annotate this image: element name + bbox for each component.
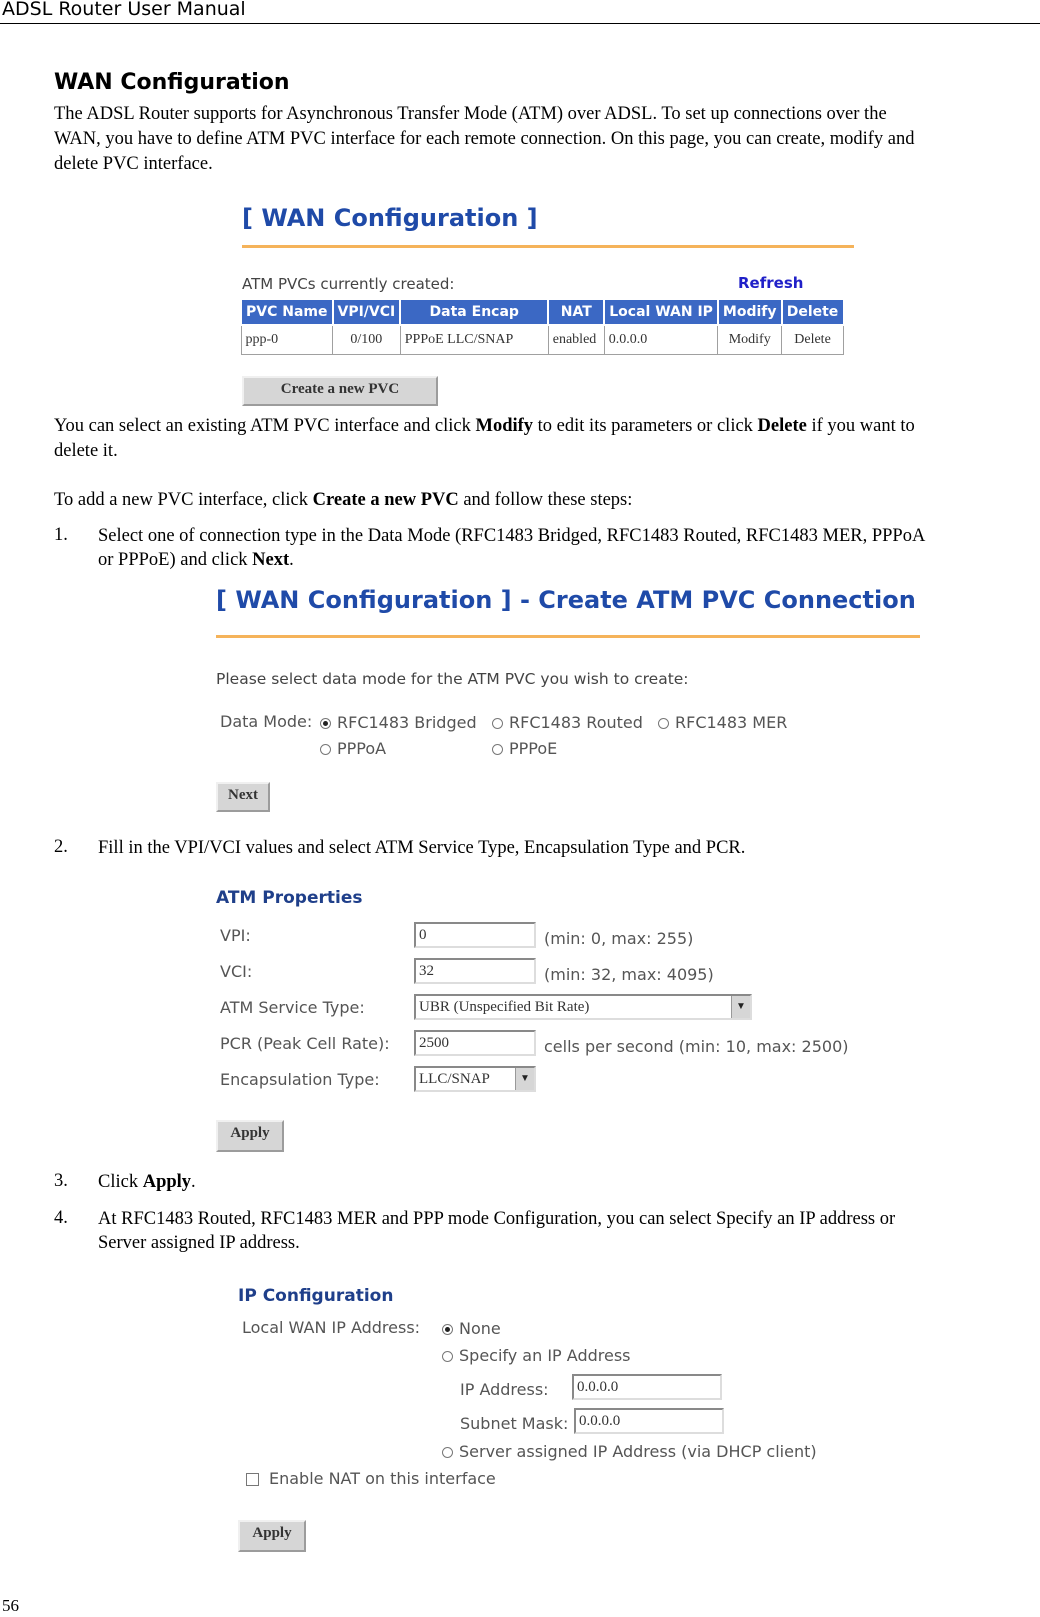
radio-icon[interactable] — [658, 718, 669, 729]
add-pvc-paragraph — [54, 488, 632, 513]
radio-icon[interactable] — [442, 1447, 453, 1458]
step-3-number: 3. — [54, 1171, 68, 1191]
title-underline — [216, 635, 920, 638]
next-button[interactable]: Next — [216, 782, 270, 812]
apply-button[interactable]: Apply — [216, 1120, 284, 1152]
step-4-text — [98, 1207, 1038, 1255]
header-divider — [0, 23, 1040, 24]
table-row — [241, 325, 844, 355]
checkbox-icon[interactable] — [246, 1473, 259, 1486]
vpi-input[interactable]: 0 — [414, 922, 536, 948]
radio-selected-icon[interactable] — [320, 718, 331, 729]
text-fragment: to edit its parameters or click — [533, 416, 758, 436]
atm-service-type-select[interactable] — [414, 994, 752, 1020]
radio-icon[interactable] — [442, 1351, 453, 1362]
option-rfc1483-bridged[interactable] — [320, 713, 477, 732]
pvc-table — [240, 298, 845, 355]
radio-icon[interactable] — [320, 744, 331, 755]
col-pvc-name: PVC Name — [241, 299, 333, 325]
ip-configuration-title: IP Configuration — [238, 1286, 394, 1306]
title-underline — [242, 245, 854, 248]
bold-create-pvc: Create a new PVC — [312, 490, 459, 510]
step-2-number: 2. — [54, 837, 68, 857]
step-1-text — [98, 524, 1038, 572]
radio-selected-icon[interactable] — [442, 1324, 453, 1335]
atm-properties-title: ATM Properties — [216, 888, 363, 908]
text-fragment: if you want to — [806, 416, 915, 436]
vci-label: VCI: — [220, 962, 253, 981]
col-delete: Delete — [782, 299, 844, 325]
checkbox-label: Enable NAT on this interface — [269, 1469, 496, 1488]
col-nat: NAT — [548, 299, 604, 325]
pvc-table-header — [241, 299, 844, 325]
page-number: 56 — [2, 1596, 19, 1615]
text-fragment: . — [191, 1172, 196, 1192]
step-1-number: 1. — [54, 525, 68, 545]
enable-nat-checkbox[interactable] — [246, 1469, 496, 1488]
local-wan-ip-label: Local WAN IP Address: — [242, 1318, 421, 1337]
subnet-mask-input[interactable]: 0.0.0.0 — [574, 1408, 724, 1434]
create-pvc-screenshot — [214, 586, 924, 818]
text-fragment: Click — [98, 1172, 143, 1192]
option-pppoe[interactable] — [492, 739, 557, 758]
step-3-text — [98, 1170, 1038, 1194]
modify-delete-paragraph — [54, 414, 1038, 464]
pvc-list-label: ATM PVCs currently created: — [242, 275, 455, 293]
option-label: None — [459, 1319, 501, 1338]
select-value: LLC/SNAP — [419, 1071, 490, 1087]
step-4-line-1: At RFC1483 Routed, RFC1483 MER and PPP mode Configuration, you can select Specify an IP address or — [98, 1209, 896, 1229]
text-fragment: . — [289, 550, 294, 570]
step-4-number: 4. — [54, 1208, 68, 1228]
pcr-input[interactable]: 2500 — [414, 1030, 536, 1056]
bold-next: Next — [252, 550, 290, 570]
radio-icon[interactable] — [492, 744, 503, 755]
intro-line-2: WAN, you have to define ATM PVC interface for each remote connection. On this page, you can create, modify and — [54, 129, 915, 149]
option-label: PPPoE — [509, 739, 558, 758]
bold-delete: Delete — [757, 416, 807, 436]
col-local-wan-ip: Local WAN IP — [604, 299, 718, 325]
cell-vpivci: 0/100 — [333, 325, 401, 355]
chevron-down-icon[interactable]: ▼ — [731, 996, 750, 1018]
atm-properties-screenshot — [214, 884, 874, 1156]
option-label: PPPoA — [337, 739, 387, 758]
text-fragment: You can select an existing ATM PVC interface and click — [54, 416, 476, 436]
vpi-hint: (min: 0, max: 255) — [544, 929, 694, 948]
option-label: RFC1483 Routed — [509, 713, 643, 732]
create-pvc-title: [ WAN Configuration ] - Create ATM PVC Connection — [216, 586, 916, 614]
modify-delete-line-1 — [54, 414, 1038, 439]
text-fragment: or PPPoE) and click — [98, 550, 253, 570]
section-title: WAN Configuration — [54, 70, 290, 95]
option-rfc1483-mer[interactable] — [658, 713, 787, 732]
col-modify: Modify — [718, 299, 782, 325]
wan-config-screenshot — [240, 200, 860, 415]
col-vpivci: VPI/VCI — [333, 299, 401, 325]
step-1-line-1: Select one of connection type in the Data Mode (RFC1483 Bridged, RFC1483 Routed, RFC1483 MER, PPPoA — [98, 526, 926, 546]
ip-configuration-screenshot — [236, 1280, 856, 1555]
cell-nat: enabled — [548, 325, 604, 355]
bold-apply: Apply — [142, 1172, 192, 1192]
ip-address-input[interactable]: 0.0.0.0 — [572, 1374, 722, 1400]
modify-delete-line-2: delete it. — [54, 441, 118, 461]
apply-button[interactable]: Apply — [238, 1520, 306, 1552]
bold-modify: Modify — [475, 416, 534, 436]
document-header: ADSL Router User Manual — [2, 0, 246, 20]
atm-service-type-label: ATM Service Type: — [220, 998, 365, 1017]
data-mode-prompt: Please select data mode for the ATM PVC you wish to create: — [216, 670, 689, 688]
option-label: RFC1483 MER — [675, 713, 788, 732]
option-pppoa[interactable] — [320, 739, 386, 758]
vci-input[interactable]: 32 — [414, 958, 536, 984]
option-rfc1483-routed[interactable] — [492, 713, 643, 732]
intro-line-3: delete PVC interface. — [54, 154, 213, 174]
step-2-text: Fill in the VPI/VCI values and select ATM Service Type, Encapsulation Type and PCR. — [98, 838, 746, 858]
encapsulation-type-label: Encapsulation Type: — [220, 1070, 380, 1089]
vpi-label: VPI: — [220, 926, 251, 945]
delete-link[interactable]: Delete — [782, 325, 844, 355]
cell-local-wan-ip: 0.0.0.0 — [604, 325, 718, 355]
subnet-mask-label: Subnet Mask: — [460, 1414, 569, 1433]
option-none[interactable] — [442, 1319, 501, 1338]
create-pvc-button[interactable]: Create a new PVC — [242, 376, 438, 406]
option-specify-ip[interactable] — [442, 1346, 631, 1365]
chevron-down-icon[interactable]: ▼ — [515, 1068, 534, 1090]
pcr-label: PCR (Peak Cell Rate): — [220, 1034, 390, 1053]
text-fragment: and follow these steps: — [458, 490, 633, 510]
data-mode-label: Data Mode: — [220, 712, 313, 731]
option-label: Server assigned IP Address (via DHCP client) — [459, 1442, 817, 1461]
select-value: UBR (Unspecified Bit Rate) — [419, 999, 590, 1015]
modify-link[interactable]: Modify — [718, 325, 782, 355]
intro-paragraph — [54, 102, 914, 177]
cell-pvc-name: ppp-0 — [241, 325, 333, 355]
step-4-line-2: Server assigned IP address. — [98, 1233, 300, 1253]
encapsulation-type-select[interactable] — [414, 1066, 536, 1092]
pcr-hint: cells per second (min: 10, max: 2500) — [544, 1037, 849, 1056]
ip-address-label: IP Address: — [460, 1380, 549, 1399]
option-label: RFC1483 Bridged — [337, 713, 477, 732]
step-1-line-2 — [98, 548, 1038, 572]
option-label: Specify an IP Address — [459, 1346, 631, 1365]
refresh-link[interactable]: Refresh — [738, 274, 804, 292]
radio-icon[interactable] — [492, 718, 503, 729]
intro-line-1: The ADSL Router supports for Asynchronous Transfer Mode (ATM) over ADSL. To set up connections over the — [54, 104, 887, 124]
vci-hint: (min: 32, max: 4095) — [544, 965, 714, 984]
text-fragment: To add a new PVC interface, click — [54, 490, 313, 510]
wan-config-title: [ WAN Configuration ] — [242, 204, 538, 232]
col-data-encap: Data Encap — [400, 299, 548, 325]
option-server-assigned[interactable] — [442, 1442, 817, 1461]
cell-data-encap: PPPoE LLC/SNAP — [400, 325, 548, 355]
